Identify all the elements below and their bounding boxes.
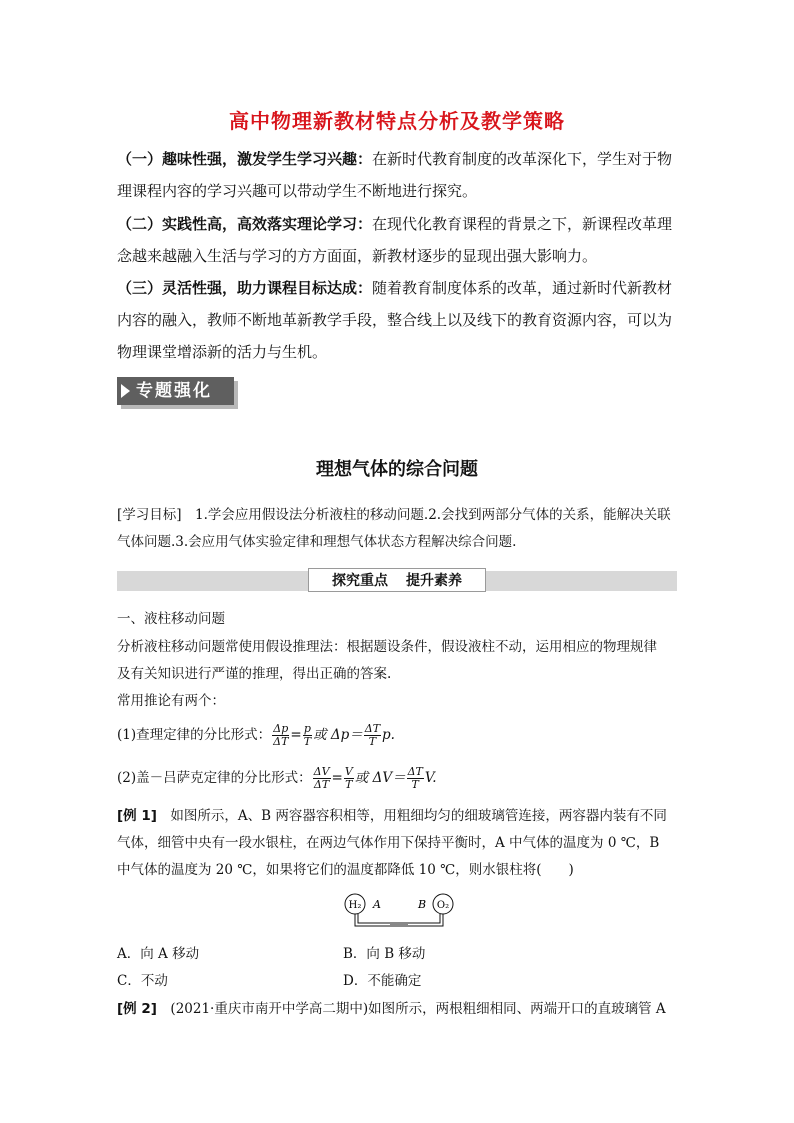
two-container-diagram (340, 888, 460, 936)
part1-line-1: 分析液柱移动问题常使用假设推理法：根据题设条件，假设液柱不动，运用相应的物理规律 (117, 639, 657, 655)
topic-banner (117, 377, 238, 407)
label-b: B (418, 898, 427, 911)
tube-inner (358, 914, 440, 923)
fraction-dv-dt: $\frac{\Delta V}{\Delta T}$ (313, 765, 330, 791)
diagram-svg (340, 888, 460, 936)
intro-paragraph-1 (117, 143, 679, 207)
learning-goals: [学习目标] 1.学会应用假设法分析液柱的移动问题.2.会找到两部分气体的关系，能解决关联气体问题.3.会应用气体实验定律和理想气体状态方程解决综合问题. (117, 507, 671, 550)
part1-line-2: 及有关知识进行严谨的推理，得出正确的答案. (117, 666, 392, 682)
example2-tag: [例 2] (117, 1001, 157, 1017)
fraction-dt-t: $\frac{\Delta T}{T}$ (364, 722, 381, 748)
banner-body (117, 377, 234, 405)
formula-charles-row: (1)查理定律的分比形式： $\frac{\Delta p}{\Delta T}$ = $\frac{p}{T}$ 或 Δp＝ $\frac{\Delta T}{T}$ p. (117, 722, 395, 748)
tab-improve-literacy: 提升素养 (406, 573, 462, 589)
right-gas-label: O₂ (436, 900, 450, 911)
intro-paragraph-2 (117, 208, 679, 272)
label-a: A (373, 898, 381, 911)
section-title: 理想气体的综合问题 (316, 459, 478, 480)
play-arrow-icon (121, 384, 130, 398)
option-b: B．向 B 移动 (343, 946, 426, 962)
part1-line-3: 常用推论有两个： (117, 693, 225, 709)
option-d: D．不能确定 (343, 973, 422, 989)
option-c: C．不动 (117, 973, 168, 989)
example1-line-2: 气体，细管中央有一段水银柱，在两边气体作用下保持平衡时，A 中气体的温度为 0 ℃，B (117, 835, 660, 851)
intro-paragraph-3 (117, 272, 679, 368)
example1-tag: [例 1] (117, 808, 157, 824)
focus-tab-box (308, 568, 486, 592)
part1-heading: 一、液柱移动问题 (117, 611, 225, 627)
formula-1-prefix: (1)查理定律的分比形式： (117, 727, 272, 743)
left-gas-label: H₂ (348, 900, 362, 911)
example1-line-3: 中气体的温度为 20 ℃，如果将它们的温度都降低 10 ℃，则水银柱将( ) (117, 862, 574, 878)
mercury-column (390, 923, 408, 926)
banner-label: 专题强化 (136, 381, 212, 401)
fraction-dp-dt: $\frac{\Delta p}{\Delta T}$ (273, 722, 289, 748)
example2-line-1: [例 2] (2021·重庆市南开中学高二期中)如图所示，两根粗细相同、两端开口的直玻璃管 A (117, 1001, 666, 1017)
option-a: A．向 A 移动 (117, 946, 200, 962)
page-title: 高中物理新教材特点分析及教学策略 (229, 109, 565, 133)
fraction-dt-t-2: $\frac{\Delta T}{T}$ (407, 765, 423, 791)
intro-text-3: 随着教育制度体系的改革，通过新时代新教材内容的融入，教师不断地革新教学手段，整合线上以及线下的教育资源内容，可以为物理课堂增添新的活力与生机。 (117, 279, 673, 361)
formula-2-prefix: (2)盖－吕萨克定律的分比形式： (117, 770, 312, 786)
intro-label-2: （二）实践性高，高效落实理论学习： (117, 215, 373, 233)
intro-text-1: 在新时代教育制度的改革深化下，学生对于物理课程内容的学习兴趣可以带动学生不断地进行探究。 (117, 150, 673, 200)
intro-label-3: （三）灵活性强，助力课程目标达成： (117, 279, 373, 297)
fraction-v-t: $\frac{V}{T}$ (344, 765, 353, 791)
intro-label-1: （一）趣味性强，激发学生学习兴趣： (117, 150, 373, 168)
fraction-p-t: $\frac{p}{T}$ (303, 722, 312, 748)
tab-explore-focus: 探究重点 (332, 573, 388, 589)
formula-gay-lussac-row: (2)盖－吕萨克定律的分比形式： $\frac{\Delta V}{\Delta T}$ = $\frac{V}{T}$ 或 ΔV＝ $\frac{\Delta T}{T}$ V. (117, 765, 437, 791)
example1-line-1: [例 1] 如图所示，A、B 两容器容积相等，用粗细均匀的细玻璃管连接，两容器内装有不同 (117, 808, 667, 824)
intro-text-2: 在现代化教育课程的背景之下，新课程改革理念越来越融入生活与学习的方方面面，新教材逐步的显现出强大影响力。 (117, 215, 673, 265)
